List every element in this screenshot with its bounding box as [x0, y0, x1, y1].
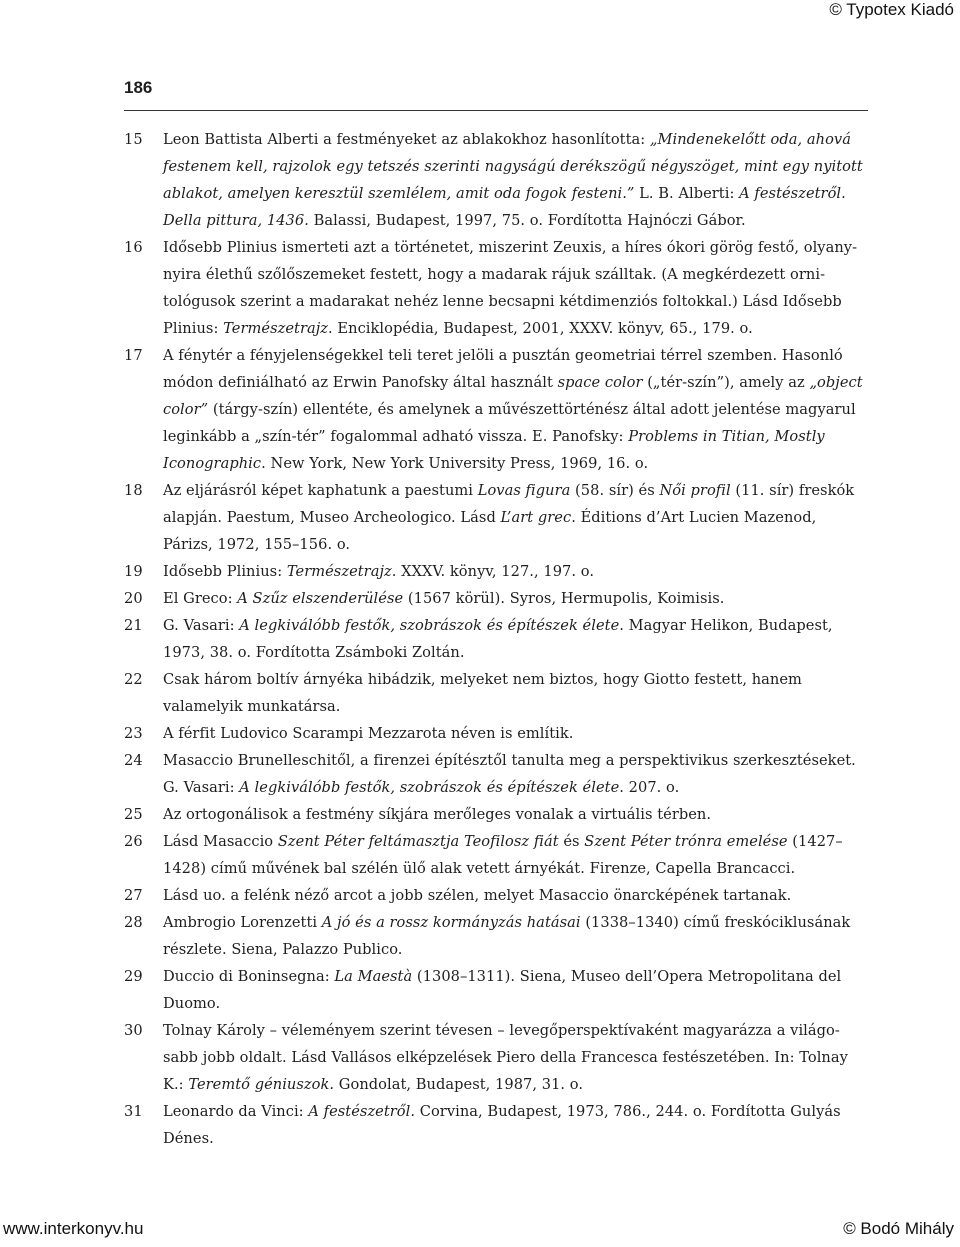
endnote-number: 23: [124, 725, 143, 742]
endnote: [124, 126, 868, 234]
text-segment: . XXXV. könyv, 127., 197. o.: [391, 563, 595, 580]
endnote-text: [163, 585, 868, 612]
text-segment: (11. sír) freskók alapján. Paestum, Museo Archeologico. Lásd: [163, 482, 855, 526]
text-segment: Idősebb Plinius:: [163, 563, 287, 580]
endnote-text: [163, 477, 868, 558]
endnote-text: [163, 666, 868, 720]
italic-title: Teremtő géniuszok.: [188, 1076, 335, 1093]
text-segment: Gondolat, Budapest, 1987, 31. o.: [334, 1076, 584, 1093]
text-segment: Corvina, Budapest, 1973, 786., 244. o. Fordította Gulyás Dénes.: [163, 1103, 841, 1147]
text-segment: Tolnay Károly – véleményem szerint tévesen – levegőperspektívaként magyarázza a világosabb jobb oldalt. Lásd Vallásos elképzelések Piero della Francesca festészetében. In: Tolnay K.:: [163, 1022, 848, 1093]
endnote: [124, 801, 868, 828]
endnote: [124, 477, 868, 558]
italic-title: A legkiválóbb festők, szobrászok és építészek élete: [239, 779, 620, 796]
endnote-number: 29: [124, 968, 143, 985]
text-segment: . New York, New York University Press, 1969, 16. o.: [261, 455, 649, 472]
italic-title: „object color”: [163, 374, 863, 418]
endnote: [124, 558, 868, 585]
endnote-text: [163, 882, 868, 909]
text-segment: . Éditions d’Art Lucien Mazenod, Párizs, 1972, 155–156. o.: [163, 509, 817, 553]
italic-title: A Szűz elszenderülése: [237, 590, 404, 607]
endnote-number: 27: [124, 887, 143, 904]
endnote-number: 16: [124, 239, 143, 256]
italic-title: Szent Péter trónra emelése: [584, 833, 788, 850]
text-segment: (58. sír) és: [570, 482, 660, 499]
page-number: 186: [124, 78, 153, 97]
text-segment: Leonardo da Vinci:: [163, 1103, 309, 1120]
endnote: [124, 882, 868, 909]
endnote: [124, 828, 868, 882]
endnote-number: 24: [124, 752, 143, 769]
endnote-text: [163, 342, 868, 477]
endnote-number: 21: [124, 617, 143, 634]
text-segment: Duccio di Boninsegna:: [163, 968, 335, 985]
italic-title: Problems in Titian, Mostly Iconographic: [163, 428, 825, 472]
italic-title: Természetrajz: [223, 320, 329, 337]
text-segment: El Greco:: [163, 590, 238, 607]
endnote: [124, 612, 868, 666]
endnote: [124, 720, 868, 747]
endnote-number: 25: [124, 806, 143, 823]
text-segment: L. B. Alberti:: [634, 185, 740, 202]
text-segment: (1567 körül). Syros, Hermupolis, Koimisis.: [403, 590, 725, 607]
text-segment: A férfit Ludovico Scarampi Mezzarota néven is említik.: [163, 725, 574, 742]
endnote-number: 28: [124, 914, 143, 931]
text-segment: Ambrogio Lorenzetti: [163, 914, 322, 931]
endnote-number: 31: [124, 1103, 143, 1120]
italic-title: Természetrajz: [286, 563, 392, 580]
endnote-text: [163, 558, 868, 585]
endnote: [124, 342, 868, 477]
endnote-text: [163, 126, 868, 234]
italic-title: Női profil: [659, 482, 731, 499]
text-segment: Lásd Masaccio: [163, 833, 278, 850]
text-segment: . Enciklopédia, Budapest, 2001, XXXV. könyv, 65., 179. o.: [328, 320, 753, 337]
header-rule: [124, 110, 868, 111]
italic-title: A legkiválóbb festők, szobrászok és építészek élete: [239, 617, 620, 634]
endnote-number: 15: [124, 131, 143, 148]
text-segment: Lásd uo. a felénk néző arcot a jobb szélen, melyet Masaccio önarcképének tartanak.: [163, 887, 792, 904]
text-segment: . 207. o.: [619, 779, 680, 796]
endnote-text: [163, 747, 868, 801]
text-segment: G. Vasari:: [163, 617, 240, 634]
text-segment: Balassi, Budapest, 1997, 75. o. Fordította Hajnóczi Gábor.: [308, 212, 746, 229]
endnote-number: 17: [124, 347, 143, 364]
endnote-text: [163, 234, 868, 342]
text-segment: (1308–1311). Siena, Museo dell’Opera Metropolitana del Duomo.: [163, 968, 842, 1012]
text-segment: Idősebb Plinius ismerteti azt a történetet, miszerint Zeuxis, a híres ókori görög festő, olyanynyira élethű szőlőszemeket festett, hogy a madarak rájuk szálltak. (A megkérdezett ornitológusok szerint a madarakat nehéz lenne becsapni kétdimenziós foltokkal.) Lásd Idősebb Plinius:: [163, 239, 858, 337]
endnote-text: [163, 1017, 868, 1098]
italic-title: space color: [557, 374, 643, 391]
text-segment: (1427–1428) című művének bal szélén ülő alak vetett árnyékát. Firenze, Capella Brancacci.: [163, 833, 843, 877]
copyright-author: © Bodó Mihály: [843, 1219, 954, 1238]
endnotes-list: [124, 126, 868, 1152]
endnote-text: [163, 909, 868, 963]
italic-title: La Maestà: [334, 968, 413, 985]
endnote: [124, 1017, 868, 1098]
italic-title: A festészetről.: [308, 1103, 416, 1120]
text-segment: (1338–1340) című freskóciklusának részlete. Siena, Palazzo Publico.: [163, 914, 851, 958]
endnote-text: [163, 963, 868, 1017]
italic-title: Lovas figura: [477, 482, 571, 499]
text-segment: (tárgy-szín) ellentéte, és amelynek a művészettörténész által adott jelentése magyarul leginkább a „szín-tér” fogalommal adható vissza. E. Panofsky:: [163, 401, 856, 445]
endnote: [124, 585, 868, 612]
endnote-number: 22: [124, 671, 143, 688]
text-segment: . Magyar Helikon, Budapest, 1973, 38. o. Fordította Zsámboki Zoltán.: [163, 617, 833, 661]
website-url: www.interkonyv.hu: [3, 1219, 144, 1238]
text-segment: Masaccio Brunelleschitől, a firenzei építésztől tanulta meg a perspektivikus szerkesztéseket. G. Vasari:: [163, 752, 856, 796]
italic-title: L’art grec: [500, 509, 572, 526]
italic-title: A jó és a rossz kormányzás hatásai: [321, 914, 581, 931]
endnote-number: 20: [124, 590, 143, 607]
endnote-number: 30: [124, 1022, 143, 1039]
endnote-number: 19: [124, 563, 143, 580]
endnote: [124, 1098, 868, 1152]
text-segment: és: [558, 833, 585, 850]
endnote: [124, 747, 868, 801]
endnote-text: [163, 720, 868, 747]
endnote-text: [163, 828, 868, 882]
endnote: [124, 963, 868, 1017]
text-segment: Leon Battista Alberti a festményeket az ablakokhoz hasonlította:: [163, 131, 650, 148]
endnote-number: 18: [124, 482, 143, 499]
endnote-number: 26: [124, 833, 143, 850]
text-segment: Az eljárásról képet kaphatunk a paestumi: [163, 482, 478, 499]
endnote: [124, 666, 868, 720]
italic-title: Szent Péter feltámasztja Teofilosz fiát: [277, 833, 559, 850]
endnote-text: [163, 1098, 868, 1152]
endnote-text: [163, 612, 868, 666]
text-segment: („tér-szín”), amely az: [642, 374, 810, 391]
text-segment: A fénytér a fényjelenségekkel teli teret jelöli a pusztán geometriai térrel szemben. Hasonló módon definiálható az Erwin Panofsky által használt: [163, 347, 843, 391]
text-segment: Az ortogonálisok a festmény síkjára merőleges vonalak a virtuális térben.: [163, 806, 712, 823]
endnote: [124, 234, 868, 342]
text-segment: Csak három boltív árnyéka hibádzik, melyeket nem biztos, hogy Giotto festett, hanem valamelyik munkatársa.: [163, 671, 802, 715]
endnote-text: [163, 801, 868, 828]
copyright-publisher: © Typotex Kiadó: [829, 0, 954, 19]
italic-title: „Mindenekelőtt oda, ahová festenem kell, rajzolok egy tetszés szerinti nagyságú derékszögű négyszöget, mint egy nyitott ablakot, amelyen keresztül szemlélem, amit oda fogok festeni.”: [163, 131, 863, 202]
italic-title: A festészetről. Della pittura, 1436.: [163, 185, 846, 229]
endnote: [124, 909, 868, 963]
